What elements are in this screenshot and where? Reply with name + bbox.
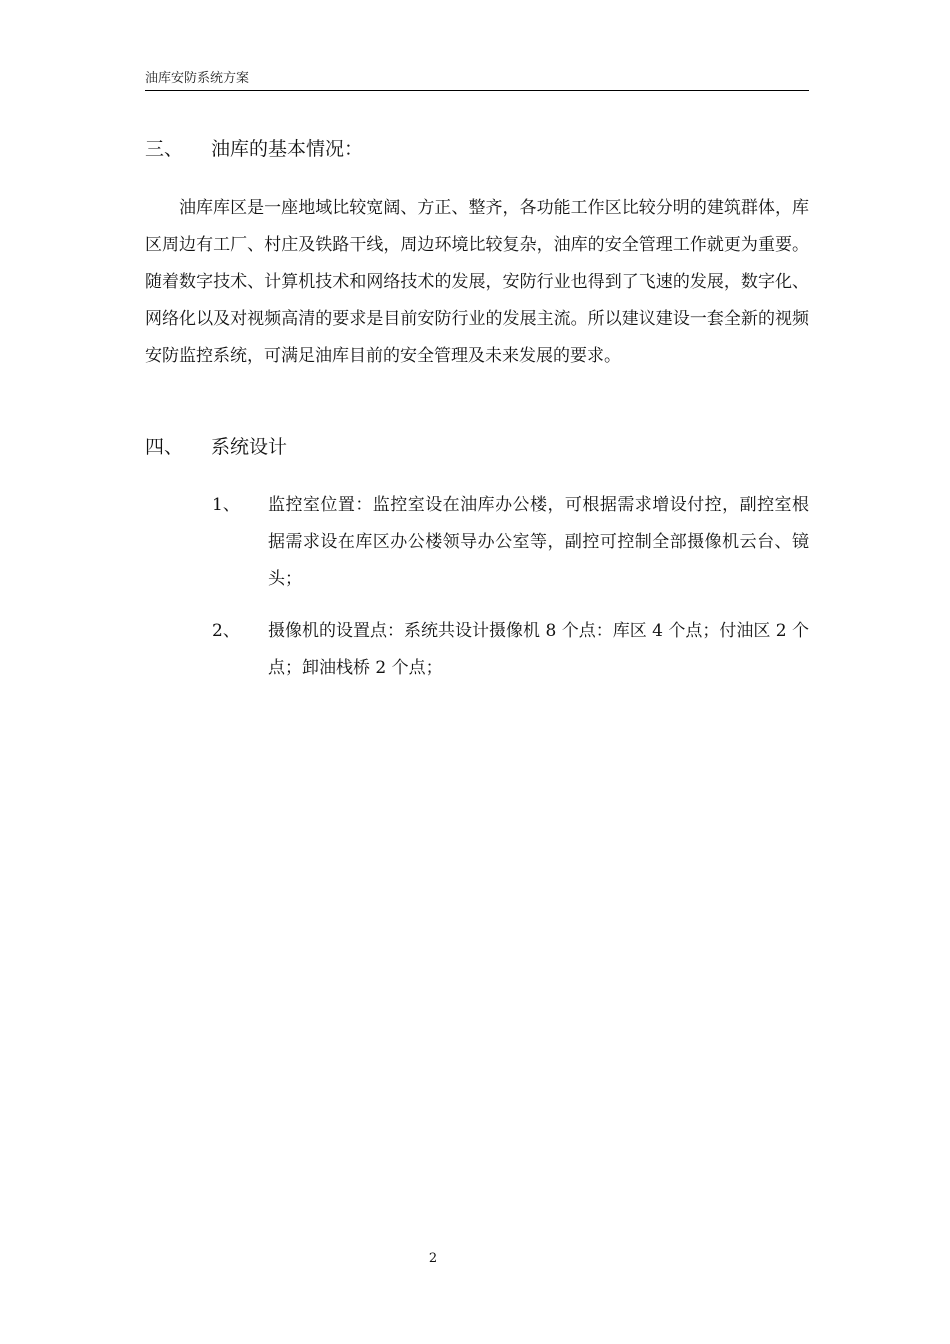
basic-info-paragraph: 油库库区是一座地域比较宽阔、方正、整齐，各功能工作区比较分明的建筑群体，库区周边有工厂、村庄及铁路干线，周边环境比较复杂，油库的安全管理工作就更为重要。随着数字技术、计算机技术和网络技术的发展，安防行业也得到了飞速的发展，数字化、网络化以及对视频高清的要求是目前安防行业的发展主流。所以建议建设一套全新的视频安防监控系统，可满足油库目前的安全管理及未来发展的要求。 [145,198,809,366]
header-title: 油库安防系统方案 [145,71,250,86]
section-heading-system-design [145,435,287,459]
page-number: 2 [428,1251,438,1266]
section-title: 油库的基本情况： [211,138,364,160]
section-number: 三、 [145,138,184,160]
section-title: 系统设计 [211,436,288,458]
list-item [212,613,809,687]
page-header [145,70,809,91]
list-item-number: 2、 [212,621,240,641]
section-heading-basic-info [145,137,363,161]
section-number: 四、 [145,436,184,458]
list-item-text: 摄像机的设置点：系统共设计摄像机 8 个点：库区 4 个点；付油区 2 个点；卸油栈桥 2 个点； [268,621,809,678]
list-item [212,487,809,598]
list-item-text: 监控室位置：监控室设在油库办公楼，可根据需求增设付控，副控室根据需求设在库区办公楼领导办公室等，副控可控制全部摄像机云台、镜头； [268,495,809,589]
list-item-number: 1、 [212,495,240,515]
